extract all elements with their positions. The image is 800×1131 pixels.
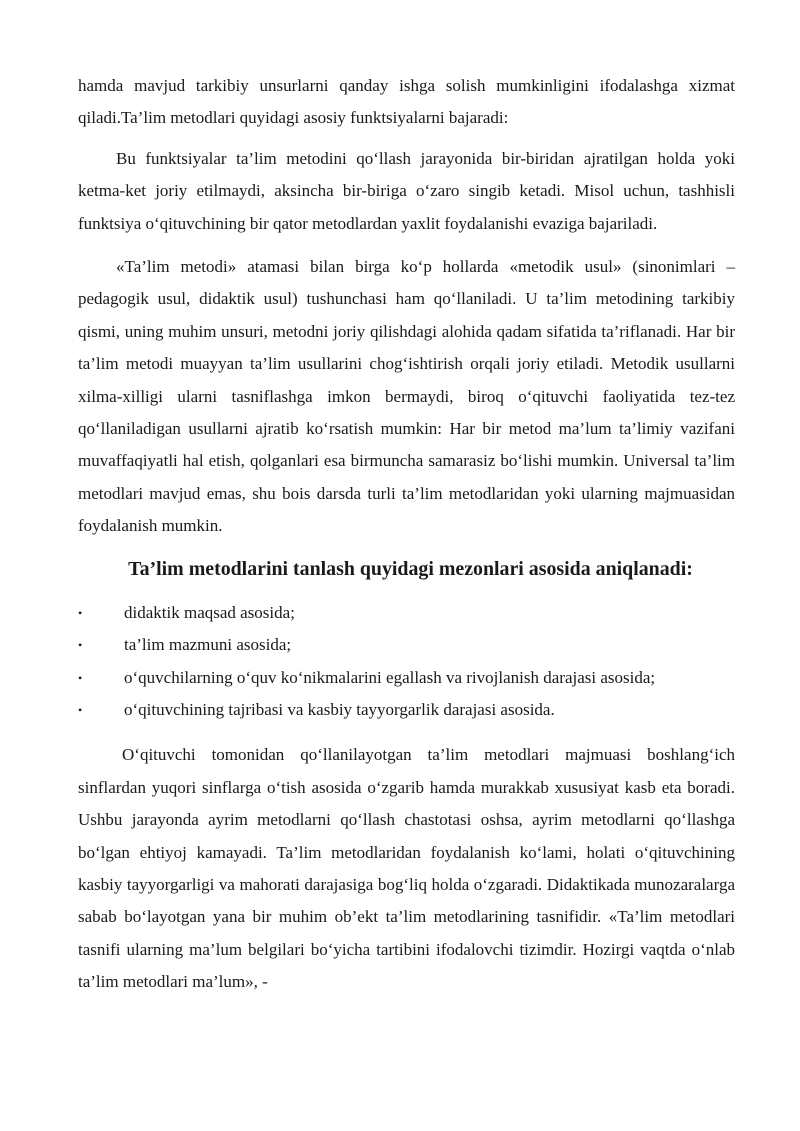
section-heading: Ta’lim metodlarini tanlash quyidagi mezonlari asosida aniqlanadi:	[128, 557, 693, 580]
criteria-list	[78, 597, 735, 727]
list-item	[78, 629, 735, 661]
bullet-icon: •	[78, 702, 83, 717]
list-item	[78, 694, 735, 726]
paragraph-functions: Bu funktsiyalar ta’lim metodini qo‘llash jarayonida bir-biridan ajratilgan holda yoki ketma-ket joriy etilmaydi, aksincha bir-biriga o‘zaro singib ketadi. Misol uchun, tashhisli funktsiya o‘qituvchining bir qator metodlardan yaxlit foydalanishi evaziga bajariladi.	[78, 148, 735, 233]
list-item-text: didaktik maqsad asosida;	[124, 602, 295, 622]
document-page	[78, 70, 735, 999]
bullet-icon: •	[78, 605, 83, 620]
list-item	[78, 662, 735, 694]
paragraph-method-complex: O‘qituvchi tomonidan qo‘llanilayotgan ta’lim metodlari majmuasi boshlang‘ich sinflardan yuqori sinflarga o‘tish asosida o‘zgarib hamda murakkab xususiyat kasb eta boradi. Ushbu jarayonda ayrim metodlarni qo‘llash chastotasi oshsa, ayrim metodlarni qo‘llashga bo‘lgan ehtiyoj kamayadi. Ta’lim metodlaridan foydalanish ko‘lami, holati o‘qituvchining kasbiy tayyorgarligi va mahorati darajasiga bog‘liq holda o‘zgaradi. Didaktikada munozaralarga sabab bo‘layotgan yana bir muhim ob’ekt ta’lim metodlarining tasnifidir. «Ta’lim metodlari tasnifi ularning ma’lum belgilari bo‘yicha tartibini ifodalovchi tizimdir. Hozirgi vaqtda o‘nlab ta’lim metodlari ma’lum», -	[78, 745, 735, 992]
paragraph-method-term: «Ta’lim metodi» atamasi bilan birga ko‘p hollarda «metodik usul» (sinonimlari – pedagogik usul, didaktik usul) tushunchasi ham qo‘llaniladi. U ta’lim metodining tarkibiy qismi, uning muhim unsuri, metodni joriy qilishdagi alohida qadam sifatida ta’riflanadi. Har bir ta’lim metodi muayyan ta’lim usullarini chog‘ishtirish orqali joriy etiladi. Metodik usullarni xilma-xilligi ularni tasniflashga imkon bermaydi, biroq o‘qituvchi faoliyatida tez-tez qo‘llaniladigan usullarni ajratib ko‘rsatish mumkin: Har bir metod ma’lum ta’limiy vazifani muvaffaqiyatli hal etish, qolganlari esa birmuncha samarasiz bo‘lishi mumkin. Universal ta’lim metodlari mavjud emas, shu bois darsda turli ta’lim metodlaridan yoki ularning majmuasidan foydalanish mumkin.	[78, 257, 735, 536]
list-item-text: ta’lim mazmuni asosida;	[124, 635, 292, 655]
paragraph-intro: hamda mavjud tarkibiy unsurlarni qanday ishga solish mumkinligini ifodalashga xizmat qiladi.Ta’lim metodlari quyidagi asosiy funktsiyalarni bajaradi:	[78, 76, 735, 128]
list-item-text: o‘quvchilarning o‘quv ko‘nikmalarini egallash va rivojlanish darajasi asosida;	[124, 667, 656, 687]
list-item	[78, 597, 735, 629]
bullet-icon: •	[78, 670, 83, 685]
list-item-text: o‘qituvchining tajribasi va kasbiy tayyorgarlik darajasi asosida.	[124, 699, 555, 719]
bullet-icon: •	[78, 638, 83, 653]
